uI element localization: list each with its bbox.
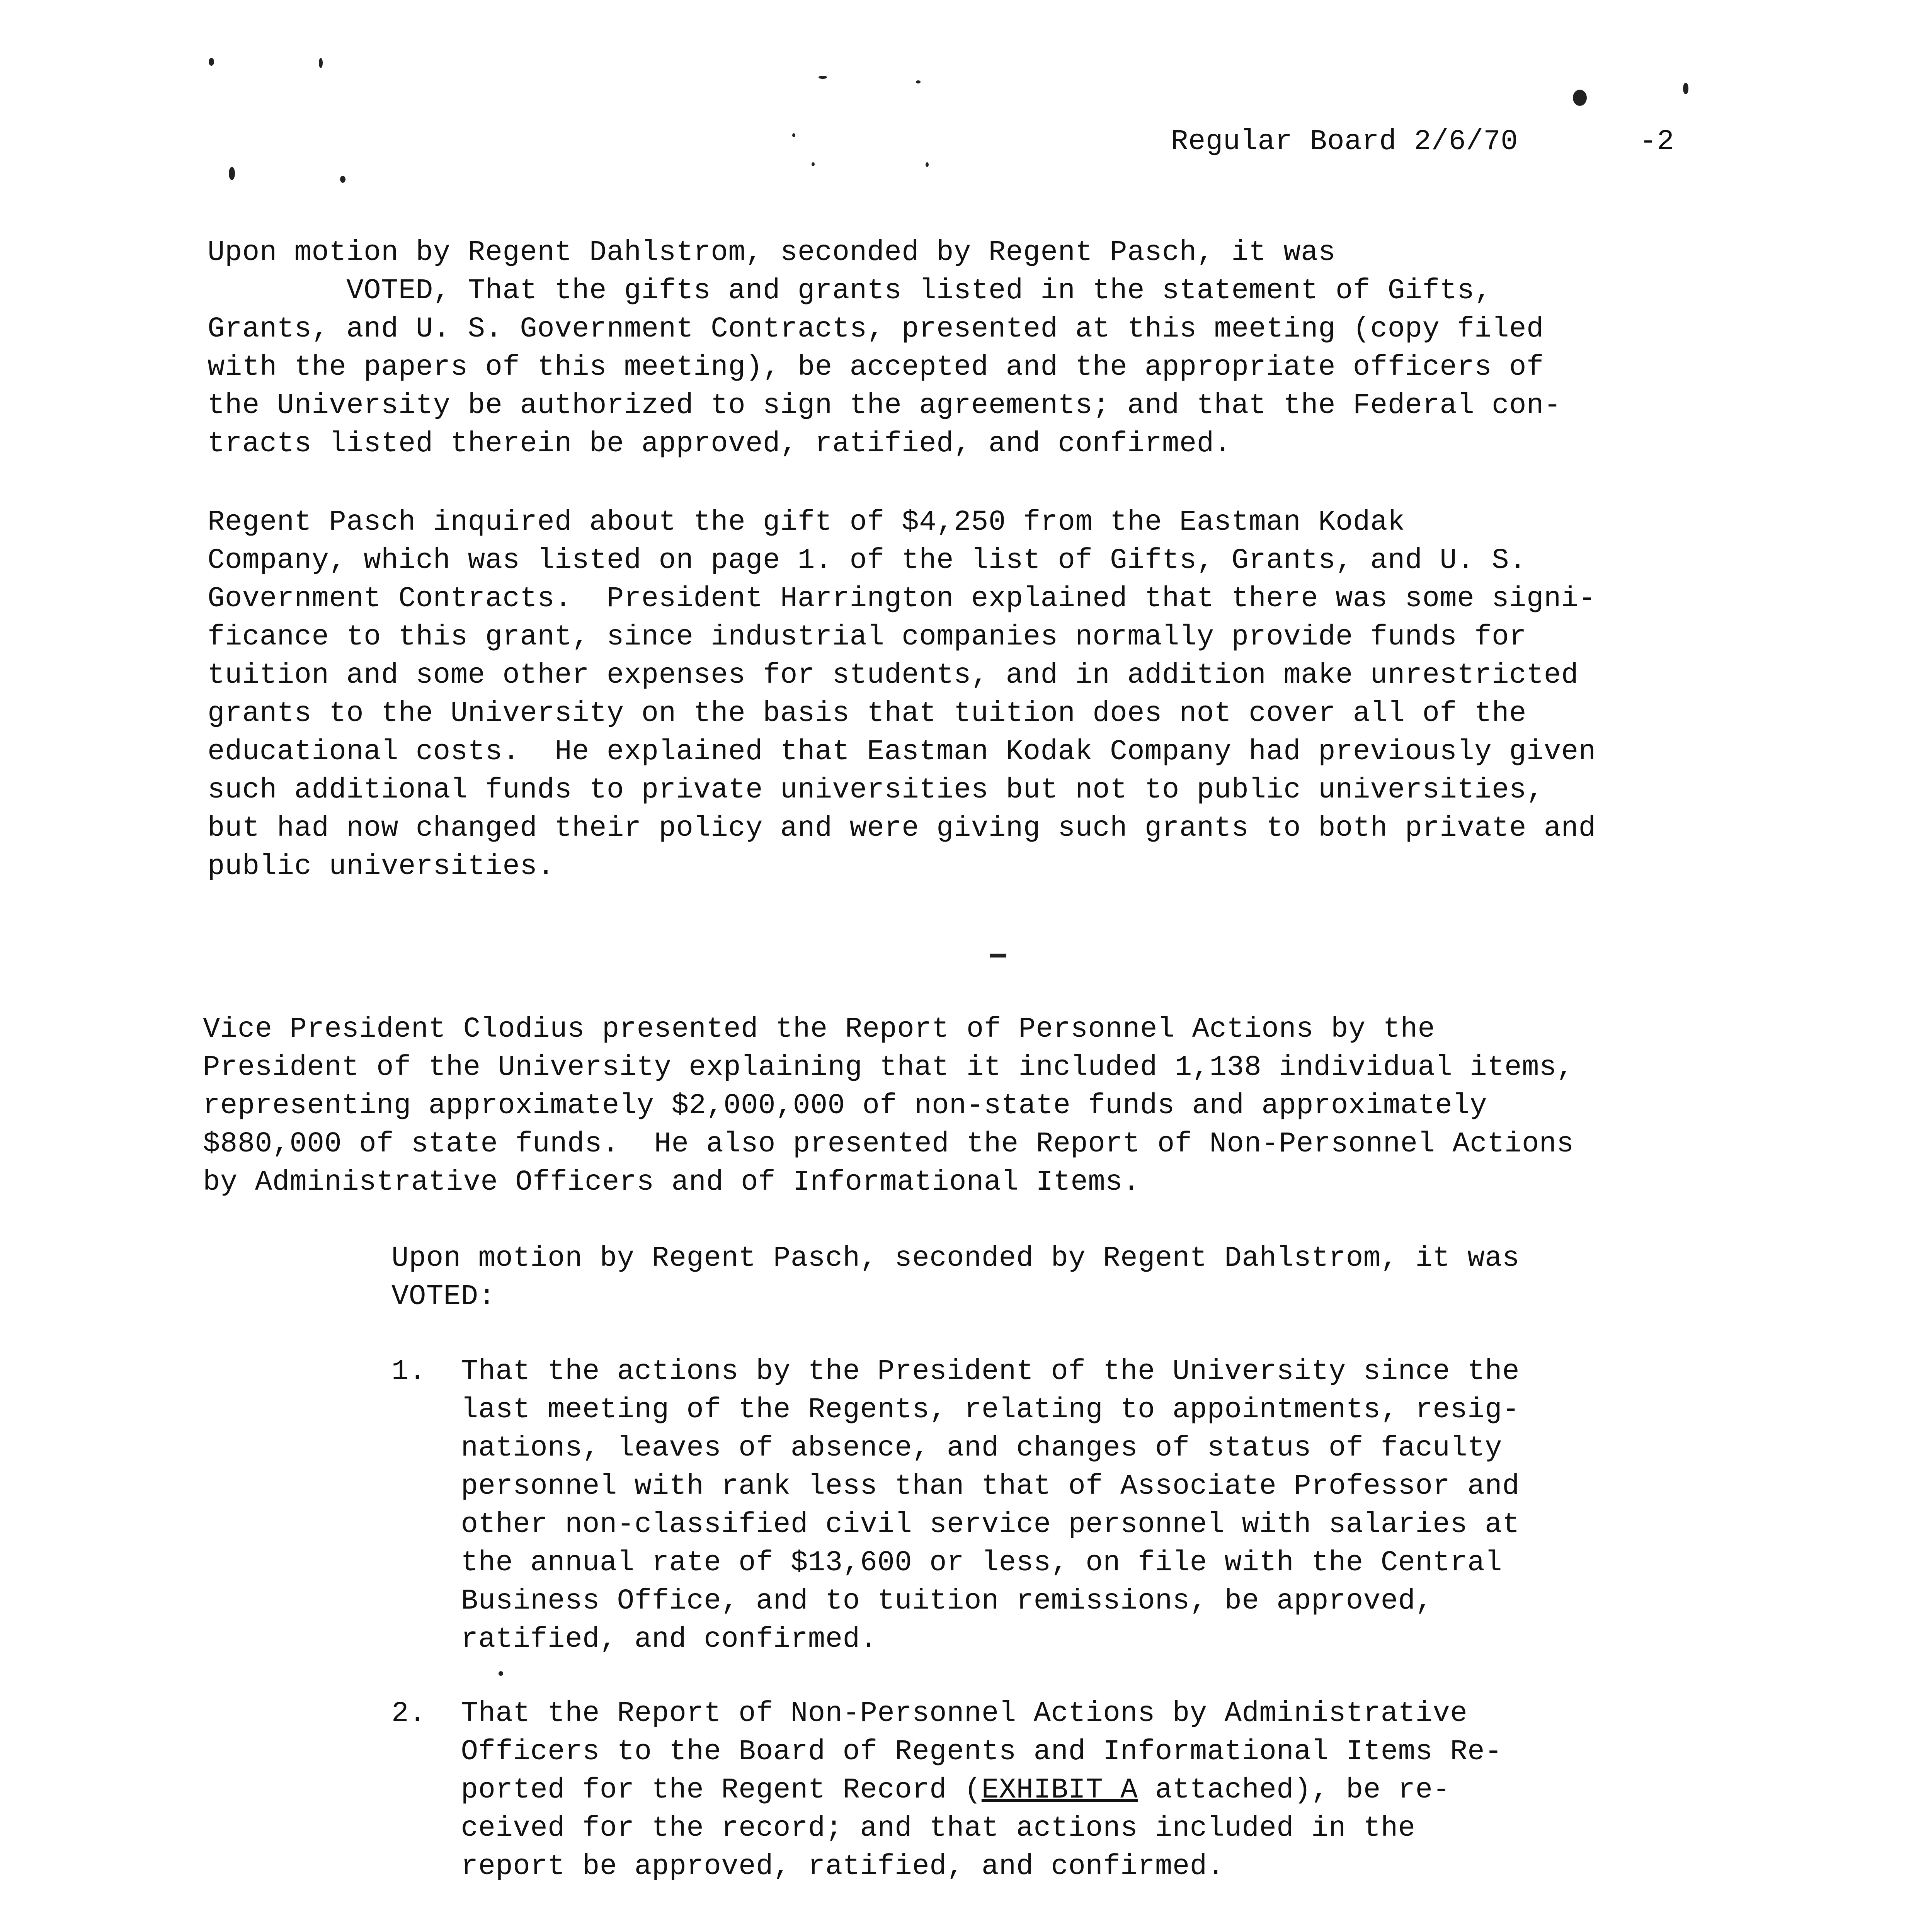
list-item-resolution-2: 2. That the Report of Non-Personnel Actions by Administrative Officers to the Board of Regents and Informational Items Re- ported for the Regent Record (EXHIBIT A attached), be re- ceived for the record; and that actions included in the report be approved, ratified, and confirmed. bbox=[391, 1697, 1503, 1883]
exhibit-reference: EXHIBIT A bbox=[981, 1774, 1138, 1806]
scan-speck bbox=[209, 58, 214, 66]
paragraph-personnel-motion: Upon motion by Regent Pasch, seconded by Regent Dahlstrom, it was VOTED: bbox=[391, 1242, 1520, 1313]
paragraph-personnel-actions-report: Vice President Clodius presented the Report of Personnel Actions by the President of the University explaining that it included 1,138 individual items, representing approximately $2,000,000 of non-state funds and approximately $880,000 of state funds. He also presented the Report of Non-Personnel Actions by Administrative Officers and of Informational Items. bbox=[203, 1013, 1574, 1199]
scan-speck bbox=[792, 133, 795, 137]
scan-speck bbox=[229, 167, 235, 180]
page-marker: -2 bbox=[1639, 126, 1675, 158]
paragraph-gifts-grants-motion: Upon motion by Regent Dahlstrom, seconded by Regent Pasch, it was VOTED, That the gifts and grants listed in the statement of Gifts, Grants, and U. S. Government Contracts, presented at this meeting (copy filed with the papers of this meeting), be accepted and the appropriate officers of the University be authorized to sign the agreements; and that the Federal con- tracts listed therein be approved, ratified, and confirmed. bbox=[208, 236, 1561, 460]
running-head-title: Regular Board 2/6/70 bbox=[1171, 126, 1518, 158]
scan-speck bbox=[499, 1671, 503, 1676]
scan-speck bbox=[819, 76, 827, 79]
scan-speck bbox=[319, 58, 323, 68]
scan-speck bbox=[1683, 83, 1688, 94]
scan-speck bbox=[916, 80, 921, 83]
scan-speck bbox=[1573, 90, 1587, 106]
list-item-resolution-1: 1. That the actions by the President of the University since the last meeting of the Regents, relating to appointments, resig- nations, leaves of absence, and changes of status of faculty personnel with rank less than that of Associate Professor and other non-classified civil service personnel with salaries at the annual rate of $13,600 or less, on file with the Central Business Office, and to tuition remissions, be approved, ratified, and confirmed. bbox=[391, 1355, 1520, 1656]
scan-speck bbox=[812, 162, 815, 166]
paragraph-eastman-kodak-gift: Regent Pasch inquired about the gift of $4,250 from the Eastman Kodak Company, which was listed on page 1. of the list of Gifts, Grants, and U. S. Government Contracts. President Harrington explained that there was some signi- ficance to this grant, since industrial companies normally provide funds for tuition and some other expenses for students, and in addition make unrestricted grants to the University on the basis that tuition does not cover all of the educational costs. He explained that Eastman Kodak Company had previously given such additional funds to private universities but not to public universities, but had now changed their policy and were giving such grants to both private and public universities. bbox=[208, 506, 1596, 883]
section-separator bbox=[990, 954, 1006, 957]
running-header bbox=[1171, 123, 1674, 161]
scan-speck bbox=[340, 176, 345, 183]
scan-speck bbox=[926, 162, 929, 167]
